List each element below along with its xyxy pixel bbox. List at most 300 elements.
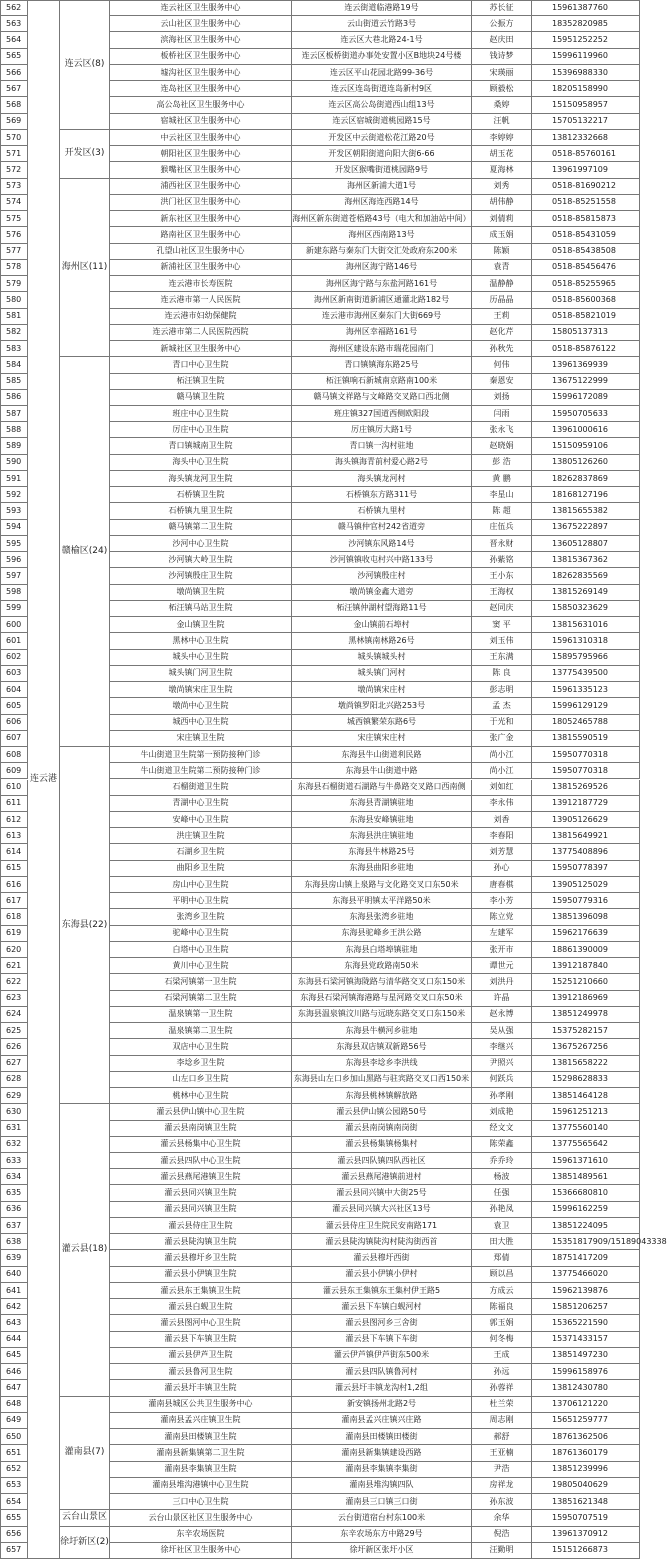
contact-person: 温静静 <box>472 276 532 292</box>
contact-person: 尹浩 <box>472 1462 532 1478</box>
site-name: 厉庄中心卫生院 <box>110 422 292 438</box>
site-name: 灌云县伊山镇中心卫生院 <box>110 1104 292 1120</box>
site-name: 牛山街道卫生院第一预防接种门诊 <box>110 747 292 763</box>
contact-person: 孙孝刚 <box>472 1088 532 1104</box>
site-address: 灌南县孟兴庄镇兴庄路 <box>292 1413 472 1429</box>
site-name: 柘汪镇卫生院 <box>110 374 292 390</box>
contact-person: 陈福良 <box>472 1299 532 1315</box>
district-cell: 灌云县(18) <box>60 1104 110 1396</box>
site-name: 云台山景区社区卫生服务中心 <box>110 1510 292 1526</box>
contact-person: 经文文 <box>472 1121 532 1137</box>
contact-phone: 0518-85251558 <box>532 195 640 211</box>
district-cell: 赣榆区(24) <box>60 357 110 747</box>
site-address: 灌云县四队镇四队西社区 <box>292 1153 472 1169</box>
site-name: 云山社区卫生服务中心 <box>110 16 292 32</box>
site-name: 连云社区卫生服务中心 <box>110 0 292 16</box>
contact-phone: 13912186969 <box>532 991 640 1007</box>
contact-phone: 18751417209 <box>532 1250 640 1266</box>
row-number: 590 <box>0 455 28 471</box>
site-address: 东海县房山镇上泉路与文化路交叉口东50米 <box>292 877 472 893</box>
contact-person: 杨波 <box>472 1169 532 1185</box>
contact-phone: 13775560140 <box>532 1121 640 1137</box>
contact-phone: 13905126629 <box>532 812 640 828</box>
contact-person: 刘秀 <box>472 179 532 195</box>
contact-person: 刘芳慧 <box>472 844 532 860</box>
site-name: 灌云县下车镇卫生院 <box>110 1332 292 1348</box>
contact-phone: 15962176639 <box>532 926 640 942</box>
site-name: 孔望山社区卫生服务中心 <box>110 244 292 260</box>
row-number: 631 <box>0 1121 28 1137</box>
row-number: 624 <box>0 1007 28 1023</box>
contact-phone: 15298628833 <box>532 1072 640 1088</box>
contact-phone: 15366680810 <box>532 1185 640 1201</box>
site-address: 东海县白塔埠镇驻地 <box>292 942 472 958</box>
contact-person: 孙秋先 <box>472 341 532 357</box>
site-name: 李埝乡卫生院 <box>110 1056 292 1072</box>
contact-phone: 15851206257 <box>532 1299 640 1315</box>
row-number: 633 <box>0 1153 28 1169</box>
contact-phone: 15895795966 <box>532 650 640 666</box>
contact-person: 刘扬 <box>472 390 532 406</box>
contact-phone: 0518-85600368 <box>532 292 640 308</box>
row-number: 656 <box>0 1527 28 1543</box>
row-number: 625 <box>0 1023 28 1039</box>
site-name: 宋庄镇卫生院 <box>110 731 292 747</box>
row-number: 603 <box>0 666 28 682</box>
site-address: 海州区幸福路161号 <box>292 325 472 341</box>
site-name: 青湖中心卫生院 <box>110 796 292 812</box>
row-number: 636 <box>0 1202 28 1218</box>
site-address: 海州区建设东路市瑞花园南门 <box>292 341 472 357</box>
contact-person: 秦恩安 <box>472 374 532 390</box>
contact-person: 赵同庆 <box>472 601 532 617</box>
site-name: 灌云县圩丰镇卫生院 <box>110 1380 292 1396</box>
site-name: 青口镇城南卫生院 <box>110 438 292 454</box>
contact-phone: 13815655382 <box>532 503 640 519</box>
site-address: 东海县安峰镇驻地 <box>292 812 472 828</box>
row-number: 645 <box>0 1348 28 1364</box>
contact-phone: 15996162259 <box>532 1202 640 1218</box>
row-number: 604 <box>0 682 28 698</box>
site-address: 青口镇镇海东路25号 <box>292 357 472 373</box>
row-number: 632 <box>0 1137 28 1153</box>
contact-phone: 13675222897 <box>532 520 640 536</box>
site-address: 东海县牛横河乡驻地 <box>292 1023 472 1039</box>
row-number: 655 <box>0 1510 28 1526</box>
site-name: 城头中心卫生院 <box>110 650 292 666</box>
site-address: 连云区大巷北路24-1号 <box>292 32 472 48</box>
row-number: 598 <box>0 585 28 601</box>
site-address: 灌南县新集镇建设西路 <box>292 1445 472 1461</box>
site-address: 沙河镇东风路14号 <box>292 536 472 552</box>
contact-phone: 13805126260 <box>532 455 640 471</box>
row-number: 610 <box>0 780 28 796</box>
contact-person: 谭世元 <box>472 958 532 974</box>
site-address: 柘汪镇响石新城南京路南100米 <box>292 374 472 390</box>
contact-phone: 15396988330 <box>532 65 640 81</box>
site-name: 沙河中心卫生院 <box>110 536 292 552</box>
contact-person: 刘成艳 <box>472 1104 532 1120</box>
site-name: 墩尚镇宋庄卫生院 <box>110 682 292 698</box>
site-address: 灌云县伊山镇公园路50号 <box>292 1104 472 1120</box>
contact-phone: 15951252252 <box>532 32 640 48</box>
contact-phone: 13815269526 <box>532 780 640 796</box>
row-number: 583 <box>0 341 28 357</box>
contact-person: 于光和 <box>472 715 532 731</box>
contact-person: 钱诗梦 <box>472 49 532 65</box>
contact-person: 郝舒 <box>472 1429 532 1445</box>
contact-phone: 13905125029 <box>532 877 640 893</box>
row-number: 562 <box>0 0 28 16</box>
contact-phone: 15651259777 <box>532 1413 640 1429</box>
row-number: 589 <box>0 438 28 454</box>
row-number: 586 <box>0 390 28 406</box>
site-address: 徐圩新区张圩小区 <box>292 1543 472 1559</box>
contact-phone: 18861390009 <box>532 942 640 958</box>
site-address: 连云区连岛街道连岛新村9区 <box>292 81 472 97</box>
row-number: 566 <box>0 65 28 81</box>
contact-person: 窦 平 <box>472 617 532 633</box>
row-number: 588 <box>0 422 28 438</box>
contact-person: 陈荣鑫 <box>472 1137 532 1153</box>
contact-person: 吴从强 <box>472 1023 532 1039</box>
contact-person: 顾毅松 <box>472 81 532 97</box>
site-name: 驼峰中心卫生院 <box>110 926 292 942</box>
site-address: 灌云县四队镇鲁河村 <box>292 1364 472 1380</box>
contact-person: 房祥龙 <box>472 1478 532 1494</box>
site-name: 海头中心卫生院 <box>110 455 292 471</box>
district-cell: 灌南县(7) <box>60 1397 110 1511</box>
contact-phone: 19805040629 <box>532 1478 640 1494</box>
row-number: 587 <box>0 406 28 422</box>
contact-person: 袁卫 <box>472 1218 532 1234</box>
contact-phone: 15375282157 <box>532 1023 640 1039</box>
row-number: 576 <box>0 227 28 243</box>
contact-phone: 13851396098 <box>532 909 640 925</box>
contact-phone: 0518-85876122 <box>532 341 640 357</box>
site-name: 灌云县东王集镇卫生院 <box>110 1283 292 1299</box>
site-name: 灌南县堆沟港镇中心卫生院 <box>110 1478 292 1494</box>
site-address: 东海县山左口乡加山黑路与驻宾路交叉口西150米 <box>292 1072 472 1088</box>
site-address: 东海县牛林路25号 <box>292 844 472 860</box>
contact-person: 孟 杰 <box>472 698 532 714</box>
site-address: 灌云县陡沟镇陡沟村陡沟街西首 <box>292 1234 472 1250</box>
site-address: 海州区新南街道新浦区通灌北路182号 <box>292 292 472 308</box>
site-address: 灌南县堆沟镇四队 <box>292 1478 472 1494</box>
site-address: 灌云县圩丰镇龙沟村1,2组 <box>292 1380 472 1396</box>
row-number: 605 <box>0 698 28 714</box>
site-address: 新建东路与秦东门大街交汇处政府东200米 <box>292 244 472 260</box>
site-address: 东海县洪庄镇驻地 <box>292 828 472 844</box>
site-address: 东海县石梁河镇海陇路与清华路交叉口东150米 <box>292 974 472 990</box>
contact-phone: 15961251213 <box>532 1104 640 1120</box>
row-number: 597 <box>0 568 28 584</box>
site-name: 石湖乡卫生院 <box>110 844 292 860</box>
site-name: 新浦社区卫生服务中心 <box>110 260 292 276</box>
contact-phone: 15961371610 <box>532 1153 640 1169</box>
site-address: 海州区海连西路14号 <box>292 195 472 211</box>
site-address: 东海县张湾乡驻地 <box>292 909 472 925</box>
row-number: 649 <box>0 1413 28 1429</box>
district-cell: 徐圩新区(2) <box>60 1527 110 1559</box>
contact-person: 夏海林 <box>472 162 532 178</box>
site-name: 赣马镇卫生院 <box>110 390 292 406</box>
site-name: 石梁河镇第一卫生院 <box>110 974 292 990</box>
site-address: 海州区西南路13号 <box>292 227 472 243</box>
row-number: 617 <box>0 893 28 909</box>
contact-person: 赵化芹 <box>472 325 532 341</box>
site-name: 黑林中心卫生院 <box>110 633 292 649</box>
site-name: 连云港市妇幼保健院 <box>110 309 292 325</box>
district-cell: 连云区(8) <box>60 0 110 130</box>
site-name: 中云社区卫生服务中心 <box>110 130 292 146</box>
site-address: 东海县李埝乡李洪线 <box>292 1056 472 1072</box>
contact-person: 李星山 <box>472 487 532 503</box>
contact-person: 赵永博 <box>472 1007 532 1023</box>
row-number: 592 <box>0 487 28 503</box>
site-name: 连云港市第二人民医院西院 <box>110 325 292 341</box>
row-number: 626 <box>0 1039 28 1055</box>
row-number: 640 <box>0 1267 28 1283</box>
site-name: 灌云县白蚬卫生院 <box>110 1299 292 1315</box>
site-name: 洪庄镇卫生院 <box>110 828 292 844</box>
row-number: 612 <box>0 812 28 828</box>
contact-phone: 15996172089 <box>532 390 640 406</box>
contact-person: 汪勤明 <box>472 1543 532 1559</box>
contact-phone: 0518-85438508 <box>532 244 640 260</box>
row-number: 614 <box>0 844 28 860</box>
contact-person: 何冬梅 <box>472 1332 532 1348</box>
contact-phone: 15371433157 <box>532 1332 640 1348</box>
district-cell: 云台山景区 <box>60 1510 110 1526</box>
contact-person: 庄伍兵 <box>472 520 532 536</box>
contact-phone: 0518-85456476 <box>532 260 640 276</box>
site-address: 宋庄镇宋庄村 <box>292 731 472 747</box>
contact-phone: 13912187729 <box>532 796 640 812</box>
site-name: 安峰中心卫生院 <box>110 812 292 828</box>
site-address: 厉庄镇厉大路1号 <box>292 422 472 438</box>
site-address: 海头镇龙河村 <box>292 471 472 487</box>
site-name: 洪门社区卫生服务中心 <box>110 195 292 211</box>
row-number: 630 <box>0 1104 28 1120</box>
site-address: 东海县双店镇双新路56号 <box>292 1039 472 1055</box>
contact-person: 汪帆 <box>472 114 532 130</box>
row-number: 653 <box>0 1478 28 1494</box>
contact-person: 孙紫铭 <box>472 552 532 568</box>
site-name: 新东社区卫生服务中心 <box>110 211 292 227</box>
contact-person: 王莉 <box>472 309 532 325</box>
contact-phone: 13961000616 <box>532 422 640 438</box>
contact-phone: 13675267256 <box>532 1039 640 1055</box>
row-number: 654 <box>0 1494 28 1510</box>
contact-person: 孙心 <box>472 861 532 877</box>
site-address: 云台街道宿台村东100米 <box>292 1510 472 1526</box>
contact-phone: 15996158976 <box>532 1364 640 1380</box>
site-address: 沙河镇殷庄村 <box>292 568 472 584</box>
site-address: 东海县曲阳乡驻地 <box>292 861 472 877</box>
row-number: 647 <box>0 1380 28 1396</box>
contact-phone: 15705132217 <box>532 114 640 130</box>
site-address: 灌云县下车镇白蚬河村 <box>292 1299 472 1315</box>
row-number: 568 <box>0 97 28 113</box>
row-number: 570 <box>0 130 28 146</box>
contact-person: 李永伟 <box>472 796 532 812</box>
row-number: 584 <box>0 357 28 373</box>
site-address: 灌南县三口镇三口街 <box>292 1494 472 1510</box>
row-number: 639 <box>0 1250 28 1266</box>
row-number: 635 <box>0 1185 28 1201</box>
site-name: 灌云县侍庄卫生院 <box>110 1218 292 1234</box>
site-address: 连云区平山花园北路99-36号 <box>292 65 472 81</box>
contact-phone: 13605128807 <box>532 536 640 552</box>
contact-person: 郑倩 <box>472 1250 532 1266</box>
row-number: 599 <box>0 601 28 617</box>
contact-phone: 0518-85821019 <box>532 309 640 325</box>
site-address: 东海县石梁河镇海港路与星河路交叉口东50米 <box>292 991 472 1007</box>
contact-person: 成玉娟 <box>472 227 532 243</box>
contact-person: 孙东波 <box>472 1494 532 1510</box>
site-name: 灌云县杨集中心卫生院 <box>110 1137 292 1153</box>
site-name: 灌云县鲁河卫生院 <box>110 1364 292 1380</box>
site-name: 柘汪镇马站卫生院 <box>110 601 292 617</box>
site-name: 海头镇龙河卫生院 <box>110 471 292 487</box>
row-number: 569 <box>0 114 28 130</box>
row-number: 573 <box>0 179 28 195</box>
site-address: 赣马镇仲官村242省道旁 <box>292 520 472 536</box>
contact-phone: 18205158990 <box>532 81 640 97</box>
row-number: 637 <box>0 1218 28 1234</box>
contact-phone: 15961387760 <box>532 0 640 16</box>
site-address: 连云区宿城街道桃园路15号 <box>292 114 472 130</box>
contact-person: 何跃兵 <box>472 1072 532 1088</box>
contact-person: 赵庆田 <box>472 32 532 48</box>
row-number: 600 <box>0 617 28 633</box>
contact-person: 黄 鹏 <box>472 471 532 487</box>
site-address: 东海县青湖镇驻地 <box>292 796 472 812</box>
contact-person: 孙远 <box>472 1364 532 1380</box>
row-number: 572 <box>0 162 28 178</box>
site-name: 灌南县田楼镇卫生院 <box>110 1429 292 1445</box>
site-name: 路南社区卫生服务中心 <box>110 227 292 243</box>
site-address: 灌云县杨集镇杨集村 <box>292 1137 472 1153</box>
site-address: 灌云县小伊镇小伊村 <box>292 1267 472 1283</box>
contact-person: 历晶晶 <box>472 292 532 308</box>
site-address: 连云街道临港路19号 <box>292 0 472 16</box>
contact-person: 尚小江 <box>472 763 532 779</box>
site-name: 宿城社区卫生服务中心 <box>110 114 292 130</box>
contact-person: 刘洪丹 <box>472 974 532 990</box>
site-address: 东海县党政路南50米 <box>292 958 472 974</box>
site-name: 温泉镇第一卫生院 <box>110 1007 292 1023</box>
site-name: 班庄中心卫生院 <box>110 406 292 422</box>
site-address: 连云港市海州区秦东门大街669号 <box>292 309 472 325</box>
site-name: 灌云县穆圩乡卫生院 <box>110 1250 292 1266</box>
site-address: 墩尚镇金鑫大道旁 <box>292 585 472 601</box>
site-address: 灌云县燕尾港镇前进村 <box>292 1169 472 1185</box>
row-number: 648 <box>0 1397 28 1413</box>
row-number: 618 <box>0 909 28 925</box>
site-name: 灌云县伊芦卫生院 <box>110 1348 292 1364</box>
site-name: 灌云县同兴镇卫生院 <box>110 1202 292 1218</box>
contact-phone: 13851224095 <box>532 1218 640 1234</box>
contact-person: 张广金 <box>472 731 532 747</box>
row-number: 606 <box>0 715 28 731</box>
contact-phone: 18262835569 <box>532 568 640 584</box>
site-address: 灌南县李集镇李集街 <box>292 1462 472 1478</box>
contact-person: 刘香 <box>472 812 532 828</box>
site-address: 东辛农场东方中路29号 <box>292 1527 472 1543</box>
contact-person: 李婷婷 <box>472 130 532 146</box>
site-name: 城头镇门河卫生院 <box>110 666 292 682</box>
contact-phone: 13851621348 <box>532 1494 640 1510</box>
site-address: 东海县牛山街道利民路 <box>292 747 472 763</box>
contact-phone: 13812430780 <box>532 1380 640 1396</box>
city-cell: 连云港 <box>28 0 60 1559</box>
site-name: 墩尚镇卫生院 <box>110 585 292 601</box>
row-number: 611 <box>0 796 28 812</box>
row-number: 616 <box>0 877 28 893</box>
contact-phone: 15950778397 <box>532 861 640 877</box>
contact-phone: 13815269149 <box>532 585 640 601</box>
contact-person: 胡伟静 <box>472 195 532 211</box>
site-name: 滨海社区卫生服务中心 <box>110 32 292 48</box>
row-number: 593 <box>0 503 28 519</box>
contact-phone: 13775439500 <box>532 666 640 682</box>
site-name: 灌南县李集镇卫生院 <box>110 1462 292 1478</box>
contact-phone: 15251210660 <box>532 974 640 990</box>
site-address: 东海县温泉镇汶川路与远晓东路交叉口东150米 <box>292 1007 472 1023</box>
site-address: 东海县石榴街道石湖路与牛鼻路交叉路口西南侧 <box>292 780 472 796</box>
contact-phone: 15805137313 <box>532 325 640 341</box>
row-number: 565 <box>0 49 28 65</box>
site-address: 墩尚镇宋庄村 <box>292 682 472 698</box>
contact-person: 孙蓉祥 <box>472 1380 532 1396</box>
site-name: 黄川中心卫生院 <box>110 958 292 974</box>
row-number: 619 <box>0 926 28 942</box>
contact-person: 倪浩 <box>472 1527 532 1543</box>
contact-person: 郭玉娟 <box>472 1315 532 1331</box>
contact-phone: 13675122999 <box>532 374 640 390</box>
contact-phone: 15950779316 <box>532 893 640 909</box>
site-name: 平明中心卫生院 <box>110 893 292 909</box>
row-number: 634 <box>0 1169 28 1185</box>
row-number: 574 <box>0 195 28 211</box>
contact-person: 杜兰荣 <box>472 1397 532 1413</box>
site-address: 新安镇扬州北路2号 <box>292 1397 472 1413</box>
contact-person: 刘玉伟 <box>472 633 532 649</box>
site-address: 城西镇繁荣东路6号 <box>292 715 472 731</box>
contact-phone: 13775466020 <box>532 1267 640 1283</box>
contact-person: 闫雨 <box>472 406 532 422</box>
contact-phone: 15950770318 <box>532 763 640 779</box>
contact-person: 赵晓娟 <box>472 438 532 454</box>
contact-person: 王亚楠 <box>472 1445 532 1461</box>
contact-person: 刘倩莉 <box>472 211 532 227</box>
contact-person: 袁青 <box>472 260 532 276</box>
contact-person: 刘如红 <box>472 780 532 796</box>
row-number: 577 <box>0 244 28 260</box>
row-number: 564 <box>0 32 28 48</box>
contact-person: 王东满 <box>472 650 532 666</box>
contact-person: 彭志明 <box>472 682 532 698</box>
site-name: 双店中心卫生院 <box>110 1039 292 1055</box>
row-number: 571 <box>0 146 28 162</box>
site-name: 张湾乡卫生院 <box>110 909 292 925</box>
site-name: 朝阳社区卫生服务中心 <box>110 146 292 162</box>
contact-person: 王海权 <box>472 585 532 601</box>
contact-phone: 13851249978 <box>532 1007 640 1023</box>
contact-person: 胡玉花 <box>472 146 532 162</box>
